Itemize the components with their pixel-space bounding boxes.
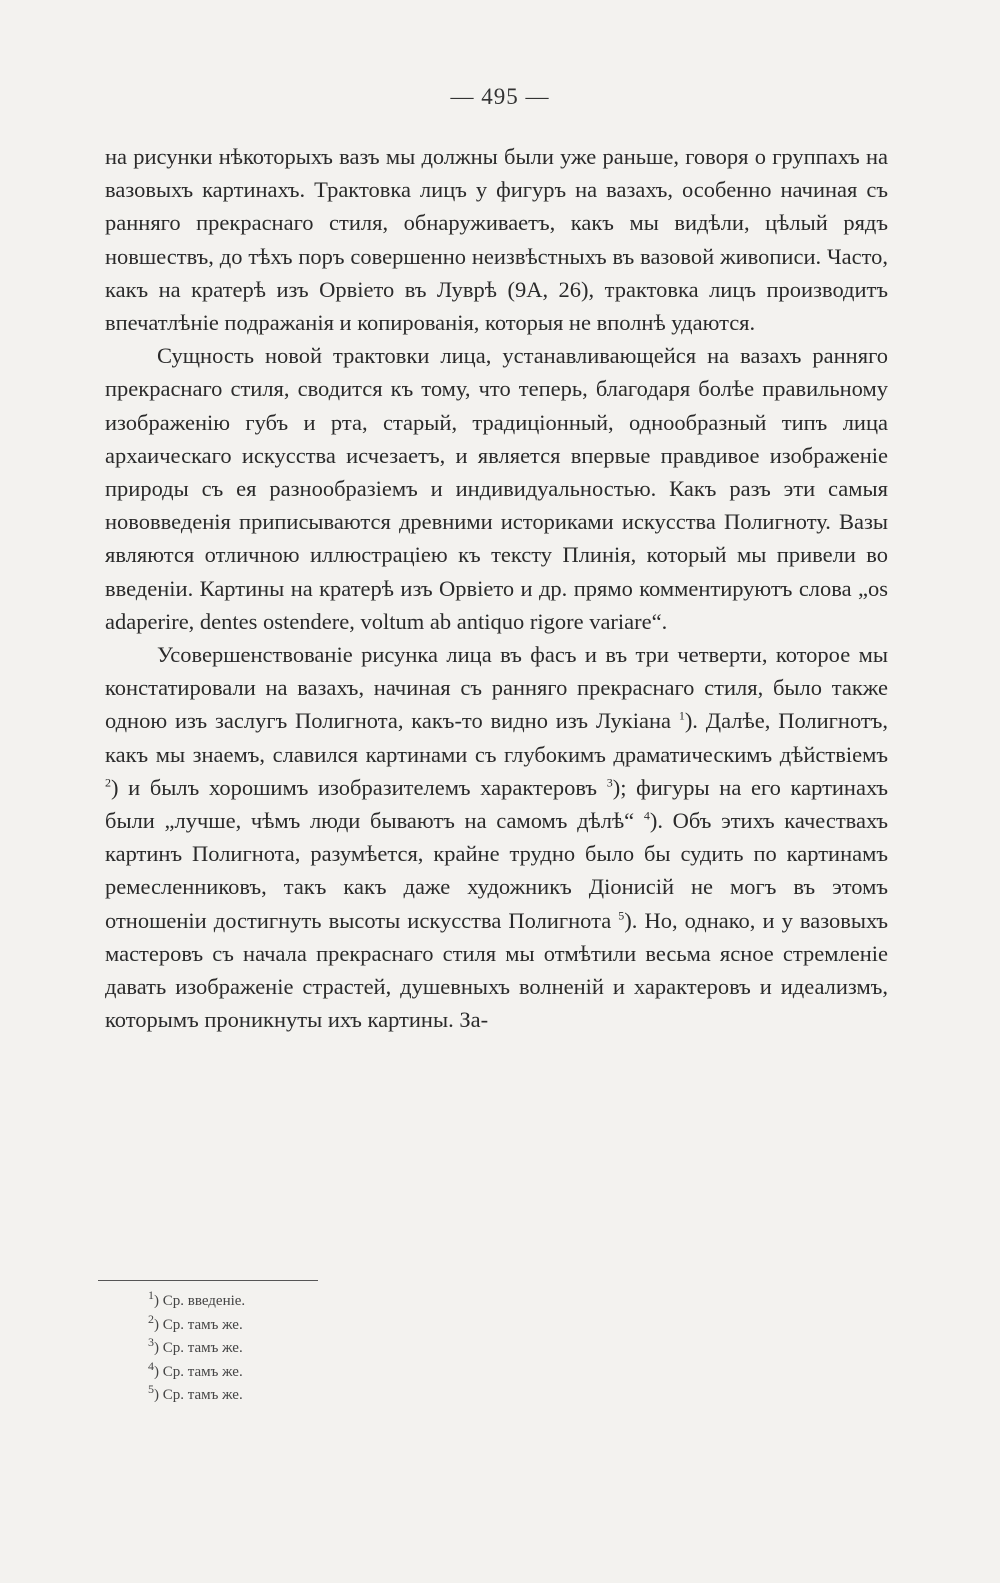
footnote-text: ) Ср. введеніе. [154, 1293, 246, 1309]
footnote-text: ) Ср. тамъ же. [154, 1363, 243, 1380]
footnote-ref-2: 2 [105, 775, 111, 790]
footnote-number: 2 [148, 1311, 154, 1326]
footnote-4 [148, 1358, 245, 1385]
footnote-5 [148, 1384, 245, 1408]
footnote-3 [148, 1337, 245, 1361]
paragraph-3-text-d: ); фигуры на его картинахъ были „лучше, чѣмъ люди бываютъ на самомъ дѣлѣ“ [105, 774, 888, 834]
footnote-number: 4 [148, 1358, 154, 1373]
footnotes [148, 1290, 245, 1408]
paragraph-3-text-c: ) и былъ хорошимъ изобразителемъ характеровъ [111, 774, 598, 800]
footnote-divider [98, 1280, 318, 1281]
footnote-text: ) Ср. тамъ же. [154, 1340, 243, 1356]
paragraph-3-text-e: ). Объ этихъ качествахъ картинъ Полигнота, разумѣется, крайне трудно было бы судить по картинамъ ремесленниковъ, такъ какъ даже художникъ Діонисій не могъ въ этомъ отношеніи достигнуть высоты искусства Полигнота [105, 808, 888, 933]
footnote-text: ) Ср. тамъ же. [154, 1387, 243, 1403]
paragraph-3 [105, 638, 888, 1036]
footnote-text: ) Ср. тамъ же. [154, 1316, 243, 1333]
footnote-number: 1 [148, 1288, 154, 1302]
paragraph-1: на рисунки нѣкоторыхъ вазъ мы должны были уже раньше, говоря о группахъ на вазовыхъ картинахъ. Трактовка лицъ у фигуръ на вазахъ, особенно начиная съ ранняго прекраснаго стиля, обнаруживаетъ, какъ мы видѣли, цѣлый рядъ новшествъ, до тѣхъ поръ совершенно неизвѣстныхъ въ вазовой живописи. Часто, какъ на кратерѣ изъ Орвіето въ Луврѣ (9А, 26), трактовка лицъ производитъ впечатлѣніе подражанія и копированія, которыя не вполнѣ удаются. [105, 144, 888, 336]
footnote-ref-1: 1 [678, 708, 685, 723]
page-number: — 495 — [450, 84, 550, 109]
body-text [105, 140, 888, 1036]
footnote-2 [148, 1311, 245, 1338]
paragraph-3-text-a: Усовершенствованіе рисунка лица въ фасъ и въ три четверти, которое мы констатировали на вазахъ, начиная съ ранняго прекраснаго стиля, было также одною изъ заслугъ Полигнота, какъ-то видно изъ Лукіана [105, 642, 888, 734]
footnote-ref-4: 4 [643, 808, 650, 823]
footnote-ref-5: 5 [618, 908, 625, 923]
footnote-1 [148, 1290, 245, 1314]
footnote-number: 3 [148, 1335, 154, 1349]
footnote-number: 5 [148, 1382, 154, 1396]
paragraph-3-text-b: ). Далѣе, Полигнотъ, какъ мы знаемъ, славился картинами съ глубокимъ драматическимъ дѣйствіемъ [105, 708, 888, 767]
footnote-ref-3: 3 [606, 775, 613, 790]
paragraph-3-text-f: ). Но, однако, и у вазовыхъ мастеровъ съ начала прекраснаго стиля мы отмѣтили весьма ясное стремленіе давать изображеніе страстей, душевныхъ волненій и характеровъ и идеализмъ, которымъ проникнуты ихъ картины. За- [105, 907, 888, 1033]
paragraph-2: Сущность новой трактовки лица, устанавливающейся на вазахъ ранняго прекраснаго стиля, сводится къ тому, что теперь, благодаря болѣе правильному изображенію губъ и рта, старый, традиціонный, однообразный типъ лица архаическаго искусства исчезаетъ, и является впервые правдивое изображеніе природы съ ея разнообразіемъ и индивидуальностью. Какъ разъ эти самыя нововведенія приписываются древними историками искусства Полигноту. Вазы являются отличною иллюстраціею къ тексту Плинія, который мы привели во введеніи. Картины на кратерѣ изъ Орвіето и др. прямо комментируютъ слова „os adaperire, dentes ostendere, voltum ab antiquo rigore variare“. [105, 343, 888, 634]
